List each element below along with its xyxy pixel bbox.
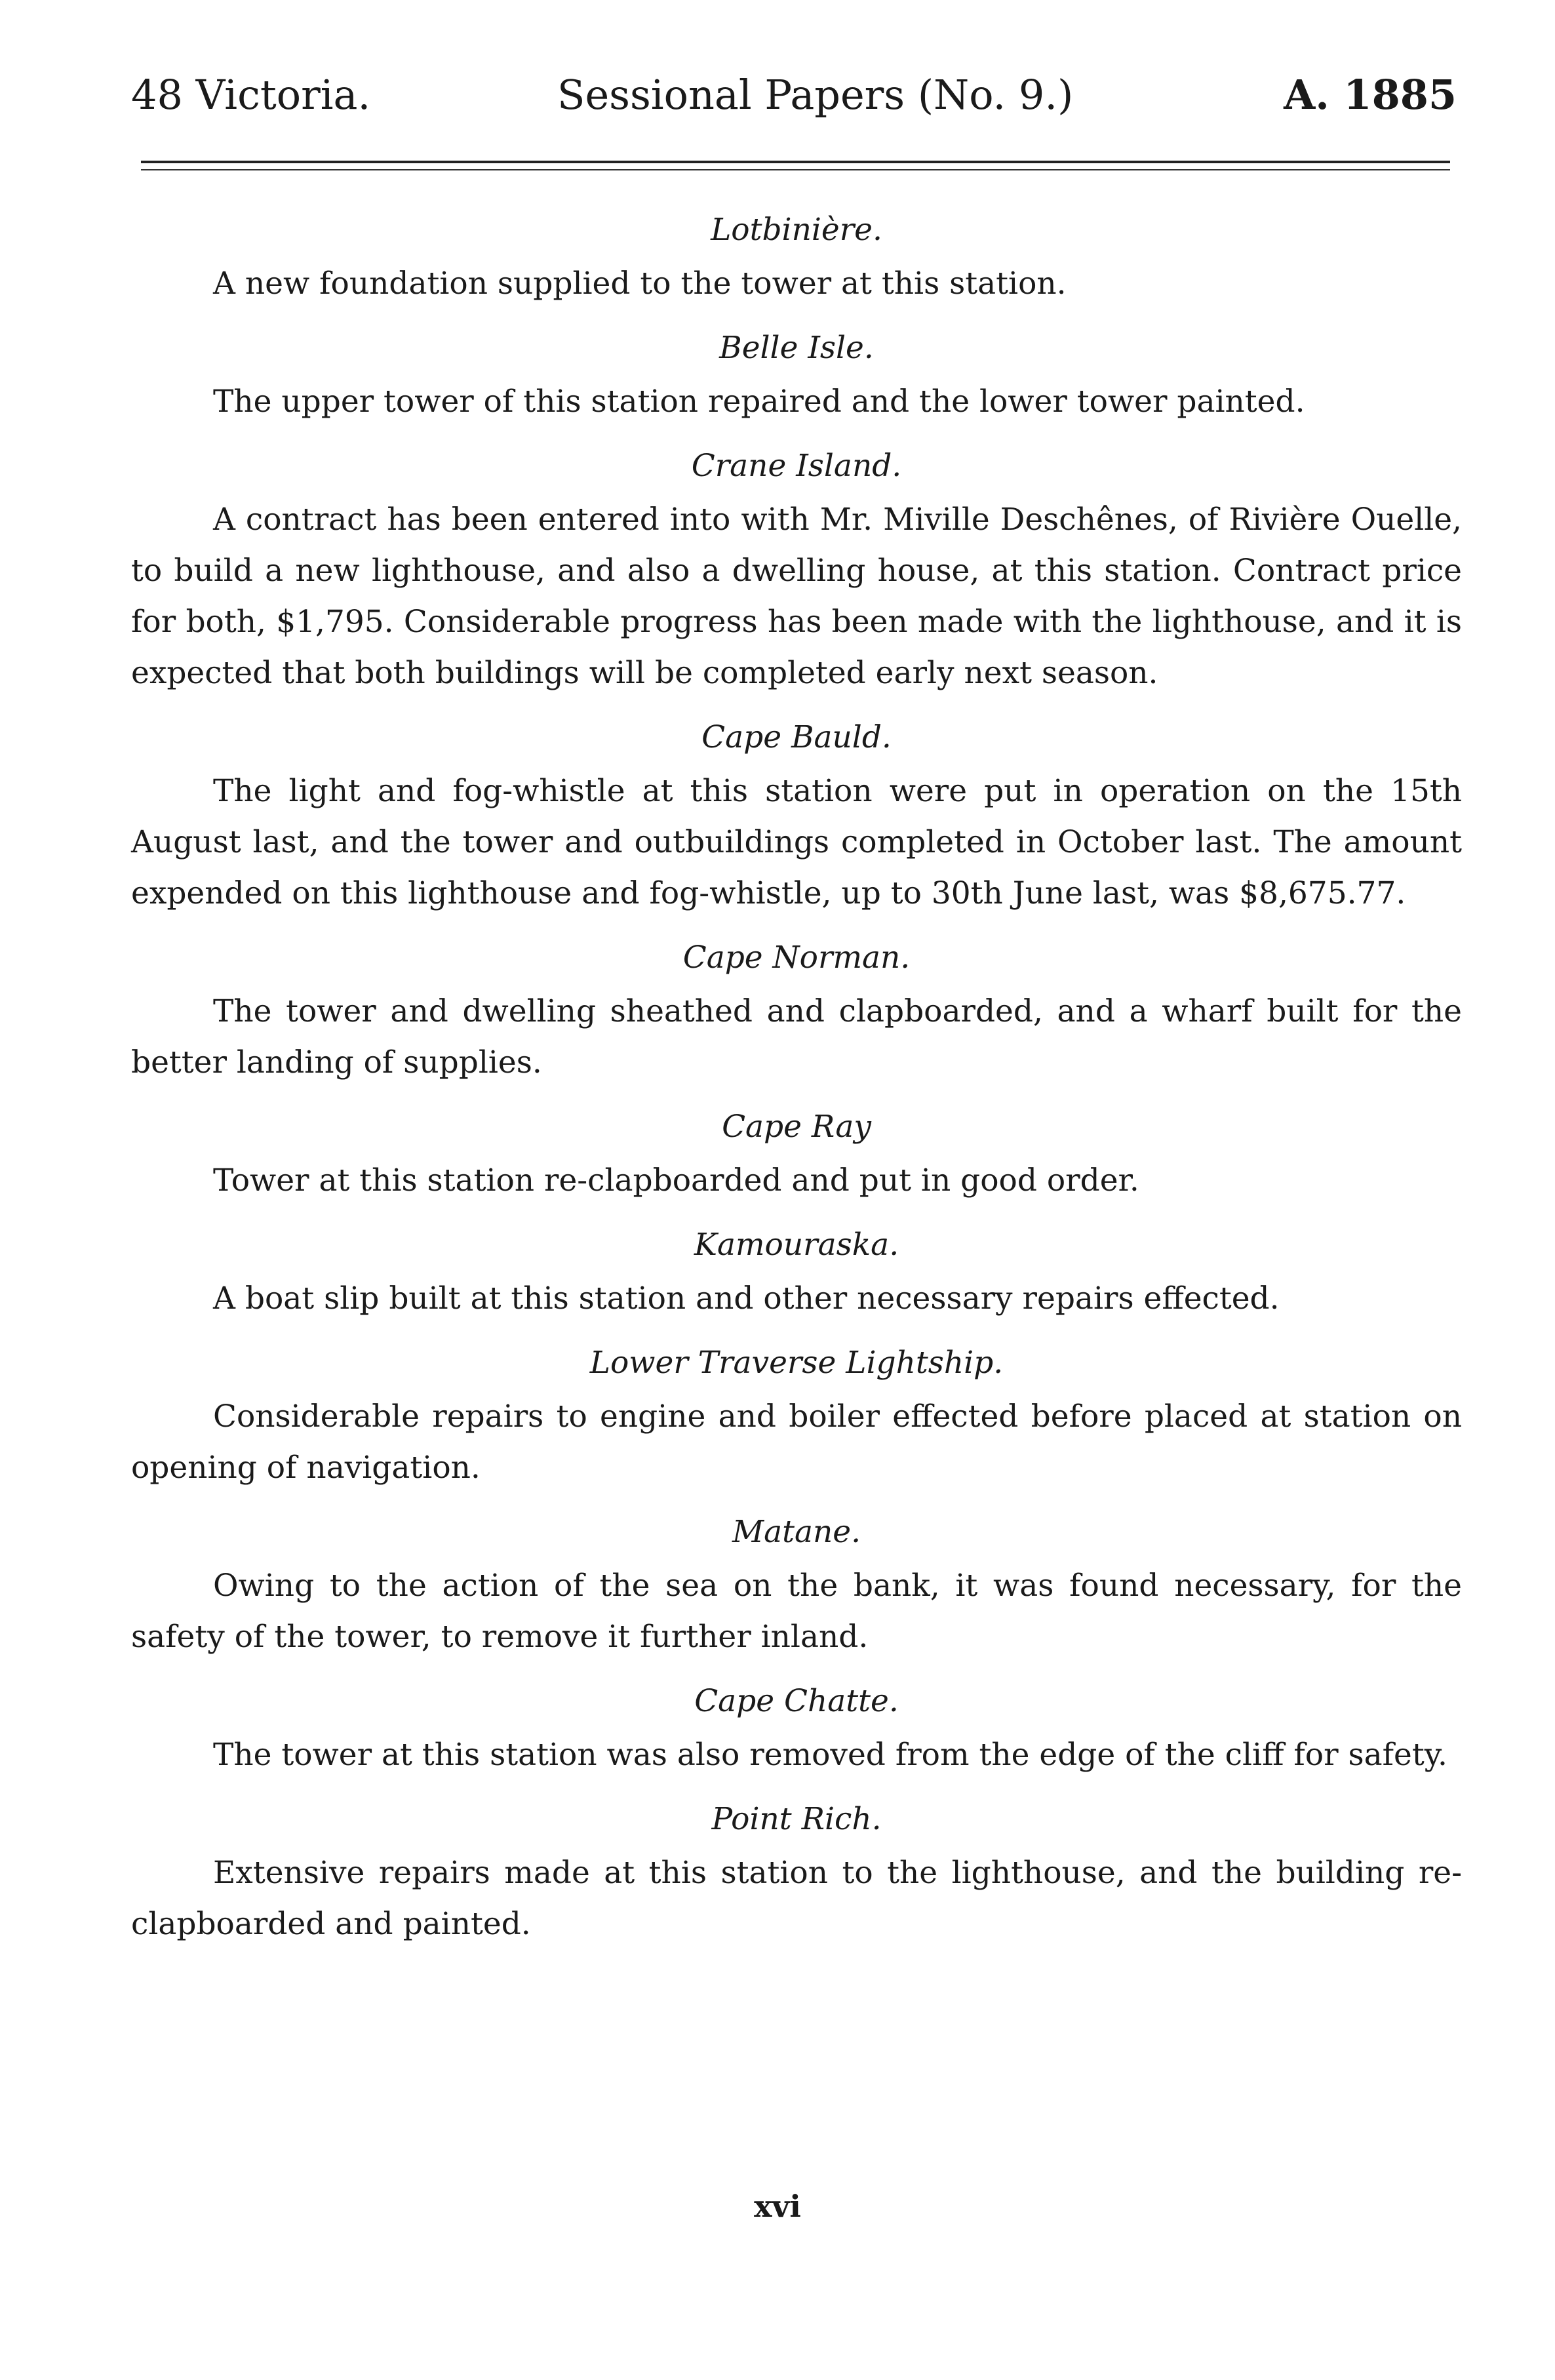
page-number: xvi — [754, 2189, 801, 2224]
section-paragraph: Tower at this station re-clapboarded and put in good order. — [213, 1162, 1139, 1199]
section-paragraph: A boat slip built at this station and other necessary repairs effected. — [213, 1280, 1280, 1317]
header-rule-thick — [141, 161, 1450, 163]
header-paper-title: Sessional Papers (No. 9.) — [557, 71, 1074, 119]
section-heading: Crane Island. — [691, 448, 902, 484]
section-heading: Lower Traverse Lightship. — [589, 1345, 1004, 1381]
section-heading: Lotbinière. — [711, 212, 882, 248]
section-paragraph: Considerable repairs to engine and boiler effected before placed at station on opening of navigation. — [131, 1398, 1462, 1486]
section-heading: Point Rich. — [711, 1801, 882, 1837]
section-paragraph: The light and fog-whistle at this station were put in operation on the 15th August last, and the tower and outbuildings completed in October last. The amount expended on this lighthouse and fog-whistle, up to 30th June last, was $8,675.77. — [131, 773, 1462, 911]
section-crane-island — [131, 441, 1462, 699]
section-kamouraska — [131, 1220, 1462, 1324]
header-session: 48 Victoria. — [131, 71, 371, 119]
section-cape-bauld — [131, 712, 1462, 919]
section-paragraph: A new foundation supplied to the tower at this station. — [213, 266, 1067, 302]
section-paragraph: A contract has been entered into with Mr. Miville Deschênes, of Rivière Ouelle, to build a new lighthouse, and also a dwelling house, at this station. Contract price for both, $1,795. Considerable progress has been made with the lighthouse, and it is expected that both buildings will be completed early next season. — [131, 502, 1462, 691]
section-heading: Cape Bauld. — [701, 719, 892, 755]
section-heading: Belle Isle. — [719, 330, 874, 366]
section-heading: Cape Norman. — [682, 940, 911, 976]
section-cape-norman — [131, 932, 1462, 1088]
header-year: A. 1885 — [1284, 71, 1457, 119]
section-cape-ray — [131, 1101, 1462, 1206]
page-header — [131, 66, 1457, 125]
section-matane — [131, 1507, 1462, 1663]
document-body — [131, 197, 1462, 1963]
section-paragraph: The tower and dwelling sheathed and clapboarded, and a wharf built for the better landing of supplies. — [131, 993, 1462, 1081]
section-paragraph: The upper tower of this station repaired and the lower tower painted. — [213, 384, 1305, 420]
section-cape-chatte — [131, 1676, 1462, 1781]
section-paragraph: Owing to the action of the sea on the bank, it was found necessary, for the safety of the tower, to remove it further inland. — [131, 1568, 1462, 1655]
section-heading: Kamouraska. — [694, 1227, 899, 1263]
section-heading: Matane. — [732, 1514, 861, 1550]
section-point-rich — [131, 1794, 1462, 1950]
section-belle-isle — [131, 323, 1462, 427]
section-lower-traverse-lightship — [131, 1338, 1462, 1494]
section-paragraph: Extensive repairs made at this station to the lighthouse, and the building re-clapboarded and painted. — [131, 1855, 1462, 1942]
section-heading: Cape Chatte. — [694, 1683, 899, 1719]
header-rule-thin — [141, 169, 1450, 170]
section-paragraph: The tower at this station was also removed from the edge of the cliff for safety. — [213, 1737, 1447, 1773]
section-lotbiniere — [131, 205, 1462, 309]
section-heading: Cape Ray — [722, 1109, 871, 1145]
